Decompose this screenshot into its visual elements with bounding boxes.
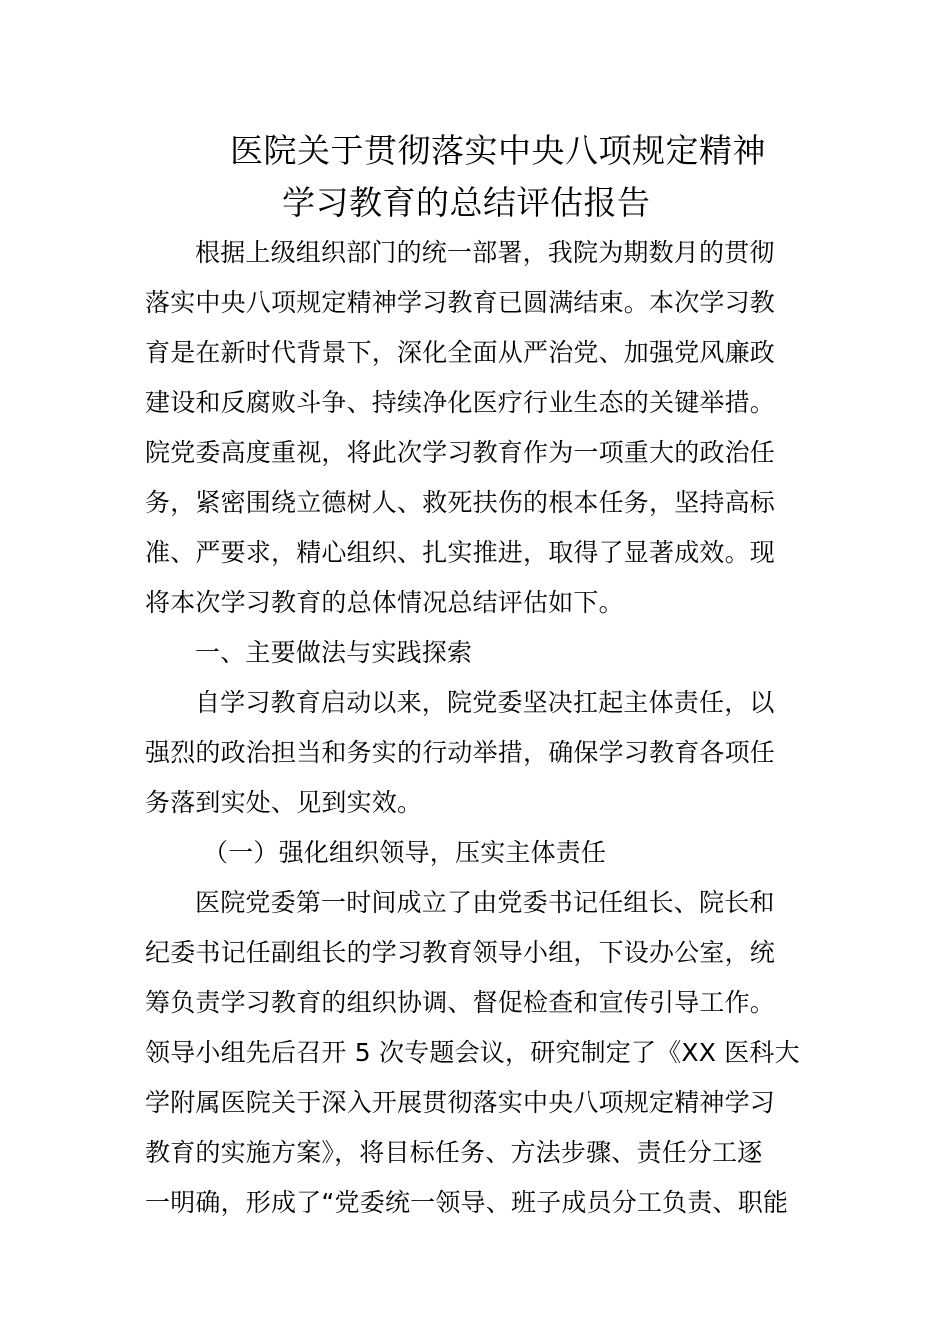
paragraph-section-1-line: 务落到实处、见到实效。	[145, 788, 423, 817]
paragraph-intro-line: 落实中央八项规定精神学习教育已圆满结束。本次学习教	[145, 288, 776, 317]
paragraph-subsection-1-line: 纪委书记任副组长的学习教育领导小组，下设办公室，统	[145, 938, 776, 967]
paragraph-intro-line: 院党委高度重视，将此次学习教育作为一项重大的政治任	[145, 438, 776, 467]
paragraph-subsection-1-line: 医院党委第一时间成立了由党委书记任组长、院长和	[195, 888, 775, 917]
paragraph-subsection-1-line: 一明确，形成了“党委统一领导、班子成员分工负责、职能	[145, 1188, 789, 1217]
paragraph-intro-line: 育是在新时代背景下，深化全面从严治党、加强党风廉政	[145, 338, 776, 367]
document-title-line-2: 学习教育的总结评估报告	[282, 183, 651, 222]
paragraph-subsection-1-line: 筹负责学习教育的组织协调、督促检查和宣传引导工作。	[145, 988, 776, 1017]
paragraph-subsection-1-line: 教育的实施方案》，将目标任务、方法步骤、责任分工逐	[145, 1138, 763, 1167]
paragraph-intro-line: 将本次学习教育的总体情况总结评估如下。	[145, 588, 624, 617]
paragraph-section-1-line: 自学习教育启动以来，院党委坚决扛起主体责任，以	[195, 688, 775, 717]
paragraph-intro-line: 根据上级组织部门的统一部署，我院为期数月的贯彻	[195, 238, 775, 267]
paragraph-subsection-1-line: 学附属医院关于深入开展贯彻落实中央八项规定精神学习	[145, 1088, 776, 1117]
document-title-line-1: 医院关于贯彻落实中央八项规定精神	[230, 131, 766, 170]
subsection-heading-1: （一）强化组织领导，压实主体责任	[203, 838, 607, 867]
paragraph-intro-line: 准、严要求，精心组织、扎实推进，取得了显著成效。现	[145, 538, 776, 567]
paragraph-section-1-line: 强烈的政治担当和务实的行动举措，确保学习教育各项任	[145, 738, 776, 767]
document-body	[145, 228, 807, 1228]
section-heading-1: 一、主要做法与实践探索	[195, 638, 473, 667]
paragraph-subsection-1-line: 领导小组先后召开 5 次专题会议，研究制定了《XX 医科大	[145, 1038, 800, 1067]
paragraph-intro-line: 务，紧密围绕立德树人、救死扶伤的根本任务，坚持高标	[145, 488, 776, 517]
paragraph-intro-line: 建设和反腐败斗争、持续净化医疗行业生态的关键举措。	[145, 388, 776, 417]
